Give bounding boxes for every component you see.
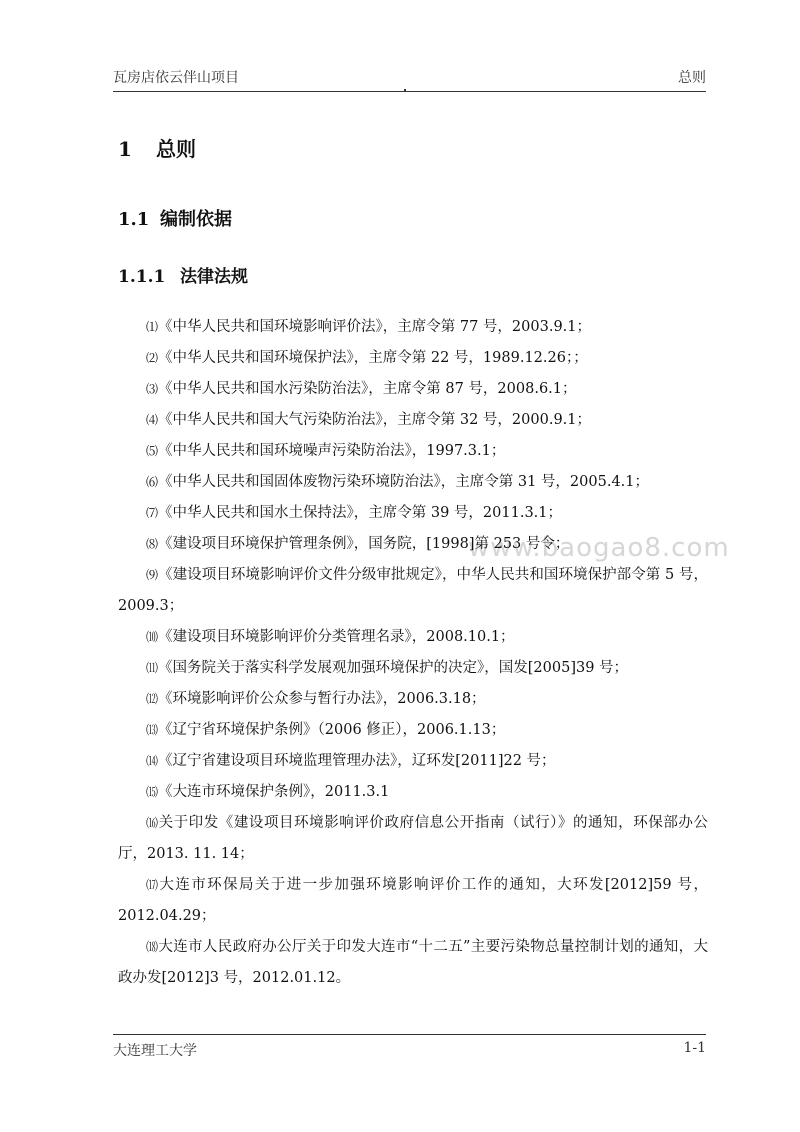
item-number: ⒂ xyxy=(146,785,159,799)
list-item xyxy=(118,436,708,467)
item-number: ⑻ xyxy=(146,537,159,551)
item-number: ⒁ xyxy=(146,754,159,768)
item-number: ⑸ xyxy=(146,444,159,458)
regulation-list xyxy=(118,312,708,994)
item-text: 《大连市环境保护条例》，2011.3.1 xyxy=(158,784,390,800)
list-item xyxy=(118,715,708,746)
item-number: ⒃ xyxy=(146,816,159,830)
list-item xyxy=(118,932,708,994)
item-number: ⑵ xyxy=(146,351,159,365)
chapter-number: 1 xyxy=(118,137,132,161)
item-number: ⑹ xyxy=(146,475,159,489)
list-item xyxy=(118,622,708,653)
item-number: ⑽ xyxy=(146,630,159,644)
section-heading xyxy=(118,205,232,231)
item-text: 大连市环保局关于进一步加强环境影响评价工作的通知，大环发[2012]59 号，2012.04.29； xyxy=(118,877,708,924)
header-chapter-name: 总则 xyxy=(678,70,706,86)
item-number: ⑿ xyxy=(146,692,159,706)
header-divider xyxy=(113,91,706,92)
list-item xyxy=(118,529,708,560)
footer-divider xyxy=(113,1034,706,1035)
item-number: ⑺ xyxy=(146,506,159,520)
item-text: 《建设项目环境保护管理条例》，国务院，[1998]第 253 号令； xyxy=(158,536,570,552)
item-text: 《环境影响评价公众参与暂行办法》，2006.3.18； xyxy=(158,691,486,707)
item-text: 大连市人民政府办公厅关于印发大连市“十二五”主要污染物总量控制计划的通知，大政办发[2012]3 号，2012.01.12。 xyxy=(118,939,708,986)
watermark: www.baogao8.com xyxy=(468,533,730,563)
list-item xyxy=(118,374,708,405)
chapter-heading xyxy=(118,133,196,162)
page-header xyxy=(113,67,706,91)
header-divider-mark xyxy=(404,89,406,92)
subsection-title: 法律法规 xyxy=(180,267,248,287)
subsection-number: 1.1.1 xyxy=(118,267,166,287)
item-number: ⒀ xyxy=(146,723,159,737)
chapter-title: 总则 xyxy=(156,137,196,161)
item-text: 《中华人民共和国环境噪声污染防治法》，1997.3.1； xyxy=(158,443,506,459)
list-item xyxy=(118,746,708,777)
item-text: 《中华人民共和国环境保护法》，主席令第 22 号，1989.12.26；； xyxy=(158,350,588,366)
item-number: ⒄ xyxy=(146,878,160,892)
item-number: ⑼ xyxy=(146,568,159,582)
list-item xyxy=(118,808,708,870)
footer-organization: 大连理工大学 xyxy=(113,1043,197,1059)
item-text: 《辽宁省环境保护条例》（2006 修正），2006.1.13； xyxy=(158,722,506,738)
list-item xyxy=(118,777,708,808)
list-item xyxy=(118,684,708,715)
item-text: 《建设项目环境影响评价分类管理名录》，2008.10.1； xyxy=(158,629,515,645)
item-text: 《国务院关于落实科学发展观加强环境保护的决定》，国发[2005]39 号； xyxy=(158,660,629,676)
section-number: 1.1 xyxy=(118,209,150,230)
list-item xyxy=(118,653,708,684)
item-text: 《建设项目环境影响评价文件分级审批规定》，中华人民共和国环境保护部令第 5 号，2009.3； xyxy=(118,567,708,614)
item-text: 《中华人民共和国环境影响评价法》，主席令第 77 号，2003.9.1； xyxy=(158,319,592,335)
item-text: 《中华人民共和国水污染防治法》，主席令第 87 号，2008.6.1； xyxy=(158,381,577,397)
section-title: 编制依据 xyxy=(160,209,232,230)
list-item xyxy=(118,870,708,932)
item-text: 《中华人民共和国大气污染防治法》，主席令第 32 号，2000.9.1； xyxy=(158,412,592,428)
list-item xyxy=(118,405,708,436)
subsection-heading xyxy=(118,262,248,287)
item-number: ⒅ xyxy=(146,940,159,954)
item-number: ⑶ xyxy=(146,382,159,396)
list-item xyxy=(118,467,708,498)
list-item xyxy=(118,343,708,374)
list-item xyxy=(118,498,708,529)
page-number: 1-1 xyxy=(683,1040,706,1056)
header-project-name: 瓦房店依云伴山项目 xyxy=(113,70,239,86)
item-text: 《中华人民共和国水土保持法》，主席令第 39 号，2011.3.1； xyxy=(158,505,563,521)
item-text: 《辽宁省建设项目环境监理管理办法》，辽环发[2011]22 号； xyxy=(158,753,556,769)
item-number: ⑴ xyxy=(146,320,159,334)
item-text: 《中华人民共和国固体废物污染环境防治法》，主席令第 31 号，2005.4.1； xyxy=(158,474,650,490)
item-number: ⑷ xyxy=(146,413,159,427)
item-text: 关于印发《建设项目环境影响评价政府信息公开指南（试行）》的通知，环保部办公厅，2013. 11. 14； xyxy=(118,815,708,862)
list-item xyxy=(118,560,708,622)
list-item xyxy=(118,312,708,343)
item-number: ⑾ xyxy=(146,661,159,675)
